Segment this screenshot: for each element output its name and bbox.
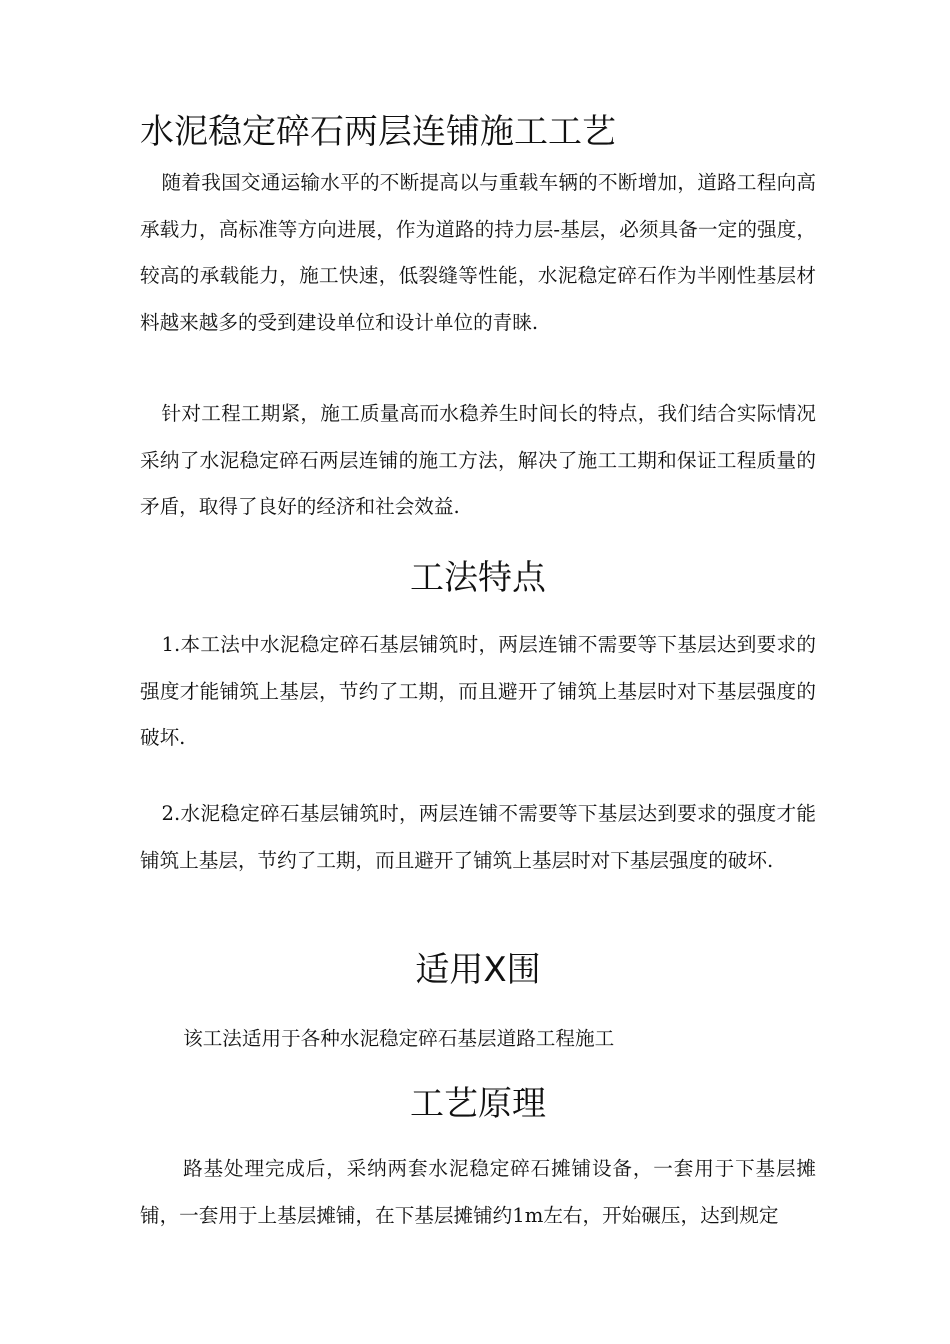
section-heading-scope: 适用X围 xyxy=(415,950,541,990)
section-heading-features: 工法特点 xyxy=(410,558,546,598)
principle-paragraph: 路基处理完成后，采纳两套水泥稳定碎石摊铺设备，一套用于下基层摊铺，一套用于上基层摊铺，在下基层摊铺约1m左右，开始碾压，达到规定 xyxy=(140,1157,816,1227)
features-paragraph-2: 2.水泥稳定碎石基层铺筑时，两层连铺不需要等下基层达到要求的强度才能铺筑上基层，节约了工期，而且避开了铺筑上基层时对下基层强度的破坏. xyxy=(140,802,816,872)
intro-paragraph-2: 针对工程工期紧，施工质量高而水稳养生时间长的特点，我们结合实际情况采纳了水泥稳定碎石两层连铺的施工方法，解决了施工工期和保证工程质量的矛盾，取得了良好的经济和社会效益. xyxy=(140,402,816,518)
scope-paragraph: 该工法适用于各种水泥稳定碎石基层道路工程施工 xyxy=(183,1027,615,1050)
document-page xyxy=(140,0,816,1344)
section-heading-principle: 工艺原理 xyxy=(410,1084,546,1124)
intro-paragraph-1: 随着我国交通运输水平的不断提高以与重载车辆的不断增加，道路工程向高承载力，高标准等方向进展，作为道路的持力层-基层，必须具备一定的强度，较高的承载能力，施工快速，低裂缝等性能，水泥稳定碎石作为半刚性基层材料越来越多的受到建设单位和设计单位的青睐. xyxy=(140,171,816,334)
features-paragraph-1: 1.本工法中水泥稳定碎石基层铺筑时，两层连铺不需要等下基层达到要求的强度才能铺筑上基层，节约了工期，而且避开了铺筑上基层时对下基层强度的破坏. xyxy=(140,633,816,749)
document-title: 水泥稳定碎石两层连铺施工工艺 xyxy=(140,112,616,152)
